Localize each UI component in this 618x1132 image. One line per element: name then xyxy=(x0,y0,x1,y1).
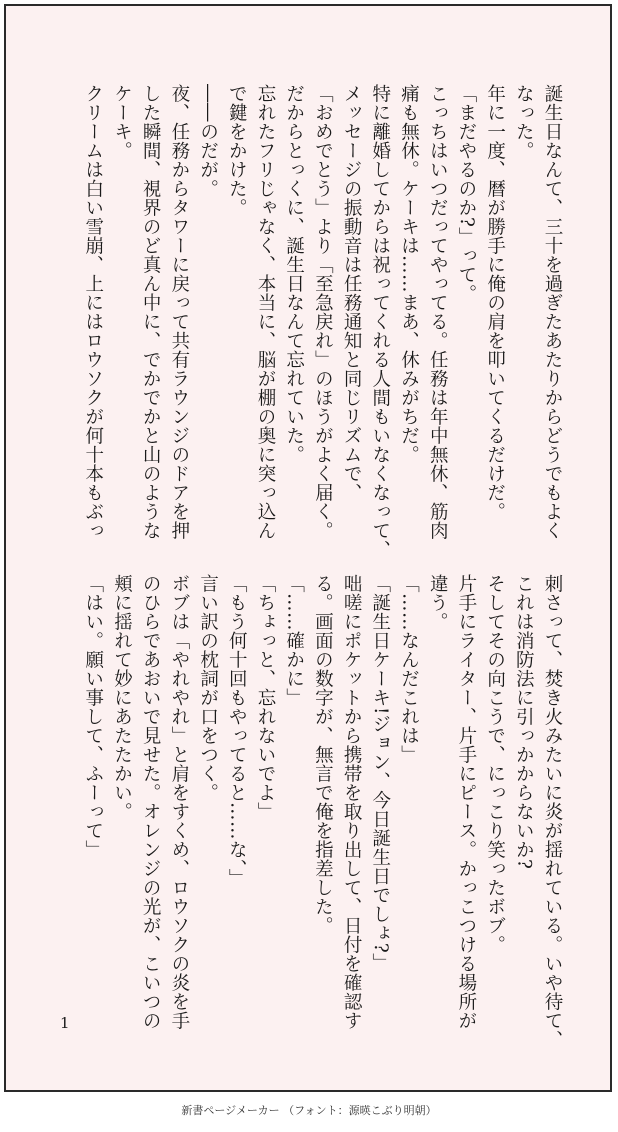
text-line: 「もう何十回もやってると……な、」 xyxy=(226,574,248,888)
text-line: これは消防法に引っかからないか? xyxy=(513,574,535,870)
text-line: 年に一度、暦が勝手に俺の肩を叩いてくるだけだ。 xyxy=(484,84,506,521)
text-line: クリームは白い雪崩、上にはロウソクが何十本もぶっ xyxy=(82,84,104,540)
text-line: 片手にライター、片手にピース。かっこつける場所が xyxy=(455,574,477,1030)
text-line: 「ちょっと、忘れないでよ」 xyxy=(254,574,276,821)
text-line: 「……なんだこれは」 xyxy=(398,574,420,764)
generator-caption: 新書ページメーカー （フォント：源暎こぶり明朝） xyxy=(181,1104,437,1117)
text-line: 咄嗟にポケットから携帯を取り出して、日付を確認す xyxy=(341,574,363,1030)
page-number: 1 xyxy=(60,1014,70,1032)
text-line: 刺さって、焚き火みたいに炎が揺れている。いや待て、 xyxy=(542,574,563,1049)
text-line: 「はい。願い事して、ふーって」 xyxy=(82,574,104,859)
text-line: のひらであおいで見せた。オレンジの光が、こいつの xyxy=(140,574,162,1030)
text-line: る。画面の数字が、無言で俺を指差した。 xyxy=(312,574,334,935)
text-line: 「誕生日ケーキ!ジョン、今日誕生日でしょ?」 xyxy=(369,574,391,973)
text-line: ――のだが。 xyxy=(197,84,219,198)
text-line: メッセージの振動音は任務通知と同じリズムで、 xyxy=(341,84,363,502)
text-line: した瞬間、視界のど真ん中に、でかでかと山のような xyxy=(140,84,162,540)
text-line: 痛も無休。ケーキは……まあ、休みがちだ。 xyxy=(398,84,420,464)
text-line: 「まだやるのか?」って。 xyxy=(455,84,477,304)
text-line: ケーキ。 xyxy=(111,84,133,160)
text-line: 言い訳の枕詞が口をつく。 xyxy=(197,574,219,802)
text-line: なった。 xyxy=(513,84,535,160)
manuscript-page xyxy=(4,4,612,1092)
text-line: 頬に揺れて妙にあたたかい。 xyxy=(111,574,133,821)
text-line: 「おめでとう」より「至急戻れ」のほうがよく届く。 xyxy=(312,84,334,540)
text-line: 違う。 xyxy=(427,574,449,631)
text-line: で鍵をかけた。 xyxy=(226,84,248,217)
text-column-bottom xyxy=(78,574,566,1049)
text-line: 夜、任務からタワーに戻って共有ラウンジのドアを押 xyxy=(168,84,190,540)
text-line: ボブは「やれやれ」と肩をすくめ、ロウソクの炎を手 xyxy=(168,574,190,1030)
text-line: 忘れたフリじゃなく、本当に、脳が棚の奥に突っ込ん xyxy=(254,84,276,540)
text-line: そしてその向こうで、にっこり笑ったボブ。 xyxy=(484,574,506,954)
text-line: だからとっくに、誕生日なんて忘れていた。 xyxy=(283,84,305,464)
text-line: 「……確かに」 xyxy=(283,574,305,707)
text-column-top xyxy=(78,84,566,559)
text-line: 特に離婚してからは祝ってくれる人間もいなくなって、 xyxy=(369,84,391,559)
text-line: こっちはいつだってやってる。任務は年中無休、筋肉 xyxy=(427,84,449,540)
text-line: 誕生日なんて、三十を過ぎたあたりからどうでもよく xyxy=(542,84,563,540)
